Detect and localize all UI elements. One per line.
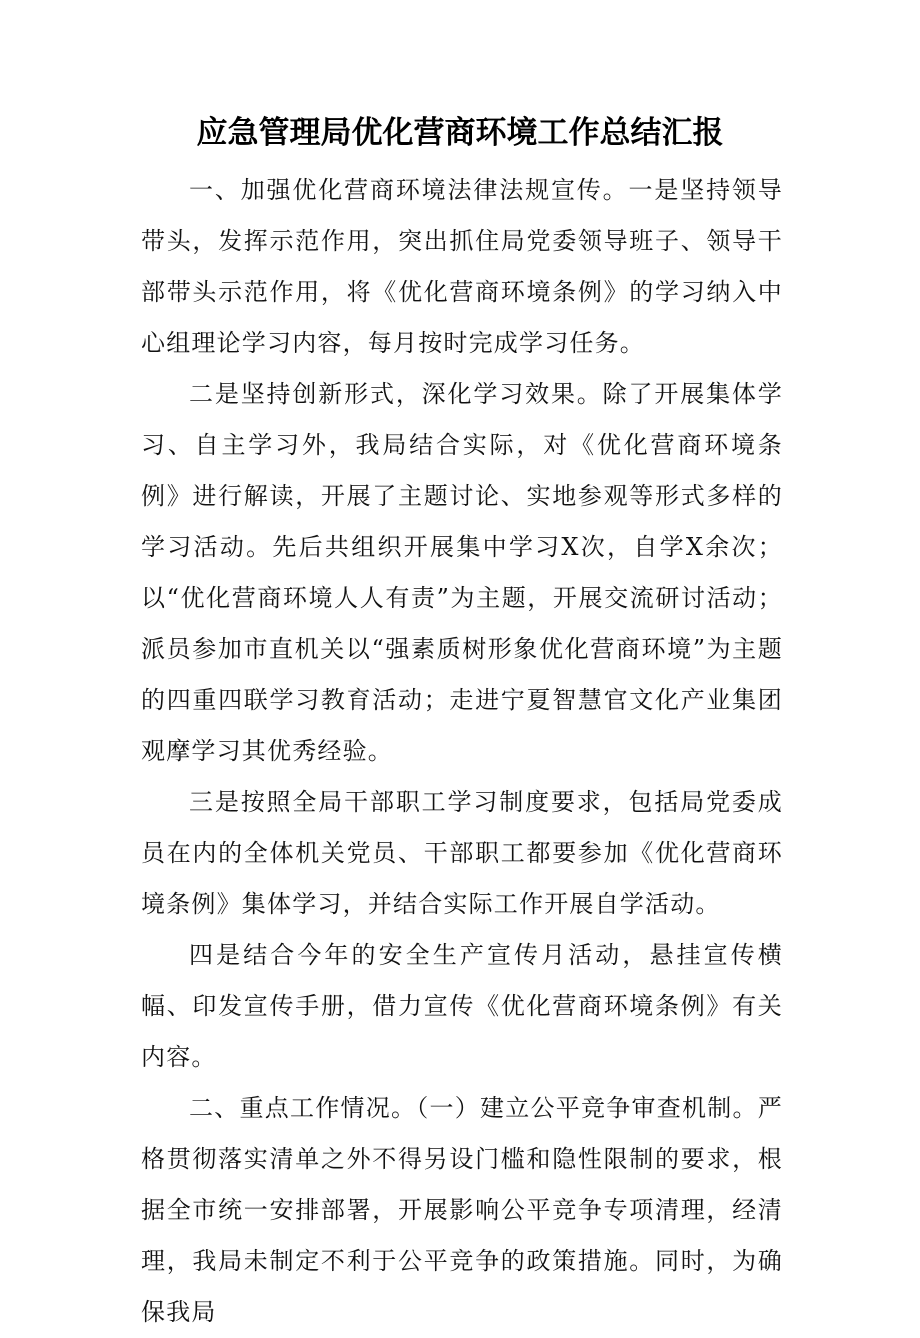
paragraph-3: 三是按照全局干部职工学习制度要求，包括局党委成员在内的全体机关党员、干部职工都要参加《优化营商环境条例》集体学习，并结合实际工作开展自学活动。 [141, 788, 783, 918]
paragraph-1: 一、加强优化营商环境法律法规宣传。一是坚持领导带头，发挥示范作用，突出抓住局党委领导班子、领导干部带头示范作用，将《优化营商环境条例》的学习纳入中心组理论学习内容，每月按时完成学习任务。 [141, 176, 783, 357]
paragraph-5: 二、重点工作情况。（一）建立公平竞争审查机制。严格贯彻落实清单之外不得另设门槛和隐性限制的要求，根据全市统一安排部署，开展影响公平竞争专项清理，经清理，我局未制定不利于公平竞争的政策措施。同时，为确保我局 [141, 1094, 783, 1326]
paragraph-2: 二是坚持创新形式，深化学习效果。除了开展集体学习、自主学习外，我局结合实际，对《优化营商环境条例》进行解读，开展了主题讨论、实地参观等形式多样的学习活动。先后共组织开展集中学习X次，自学X余次；以“优化营商环境人人有责”为主题，开展交流研讨活动；派员参加市直机关以“强素质树形象优化营商环境”为主题的四重四联学习教育活动；走进宁夏智慧官文化产业集团观摩学习其优秀经验。 [141, 380, 783, 765]
paragraph-4: 四是结合今年的安全生产宣传月活动，悬挂宣传横幅、印发宣传手册，借力宣传《优化营商环境条例》有关内容。 [141, 941, 783, 1071]
document-title: 应急管理局优化营商环境工作总结汇报 [196, 115, 724, 151]
document-body [141, 165, 783, 1338]
